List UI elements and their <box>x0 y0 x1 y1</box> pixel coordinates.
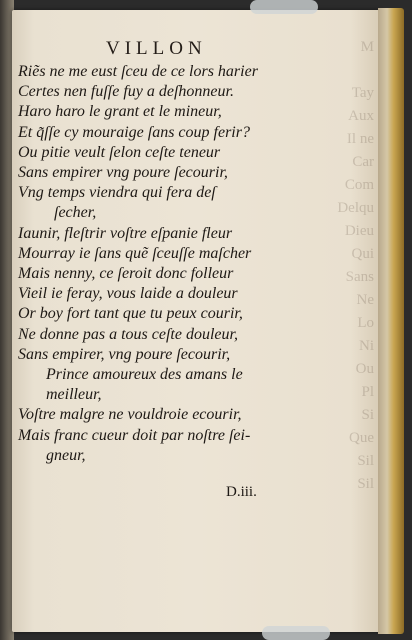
verse-line: Sans empirer, vng poure ſecourir, <box>18 345 231 363</box>
verse-line: Vieil ie feray, vous laide a douleur <box>18 285 238 303</box>
gilded-page-edges <box>378 8 404 634</box>
verse-line: Vng temps viendra qui fera deſ <box>18 184 216 202</box>
verse-line: Certes nen fuſſe fuy a deſhonneur. <box>18 83 234 101</box>
running-head: VILLON <box>106 38 207 59</box>
top-clamp <box>250 0 318 14</box>
bottom-clamp <box>262 626 330 640</box>
verse-line: Mais nenny, ce ſeroit donc folleur <box>18 265 234 283</box>
verse-text <box>18 62 368 466</box>
verse-line: Voſtre malgre ne vouldroie ecourir, <box>18 406 242 424</box>
verse-line: Or boy fort tant que tu peux courir, <box>18 305 243 323</box>
verse-line: Ou pitie veult ſelon ceſte teneur <box>18 143 221 161</box>
verse-line: Ne donne pas a tous ceſte douleur, <box>18 325 238 343</box>
verse-line: Iaunir, fleſtrir voſtre eſpanie fleur <box>18 224 233 242</box>
show-through-text: M Tay Aux Il ne Car Com Delqu Dieu Qui Sans Ne Lo Ni Ou Pl Si Que Sil Sil <box>337 39 374 492</box>
verse-line: Haro haro le grant et le mineur, <box>18 103 222 121</box>
verse-line: Mais franc cueur doit par noſtre ſei- <box>18 426 251 444</box>
verse-line: Prince amoureux des amans le <box>46 366 243 384</box>
verse-line: ſecher, <box>54 204 97 222</box>
verse-line: gneur, <box>46 446 86 464</box>
verse-line: Mourray ie ſans quẽ ſceuſſe maſcher <box>18 244 252 262</box>
verse-line: Et q̃ſſe cy mouraige ſans coup ferir? <box>18 123 250 141</box>
verse-line: meilleur, <box>46 386 102 404</box>
verse-line: Riẽs ne me eust ſceu de ce lors harier <box>18 63 258 80</box>
signature-mark: D.iii. <box>226 484 257 500</box>
verse-line: Sans empirer vng poure ſecourir, <box>18 164 228 182</box>
